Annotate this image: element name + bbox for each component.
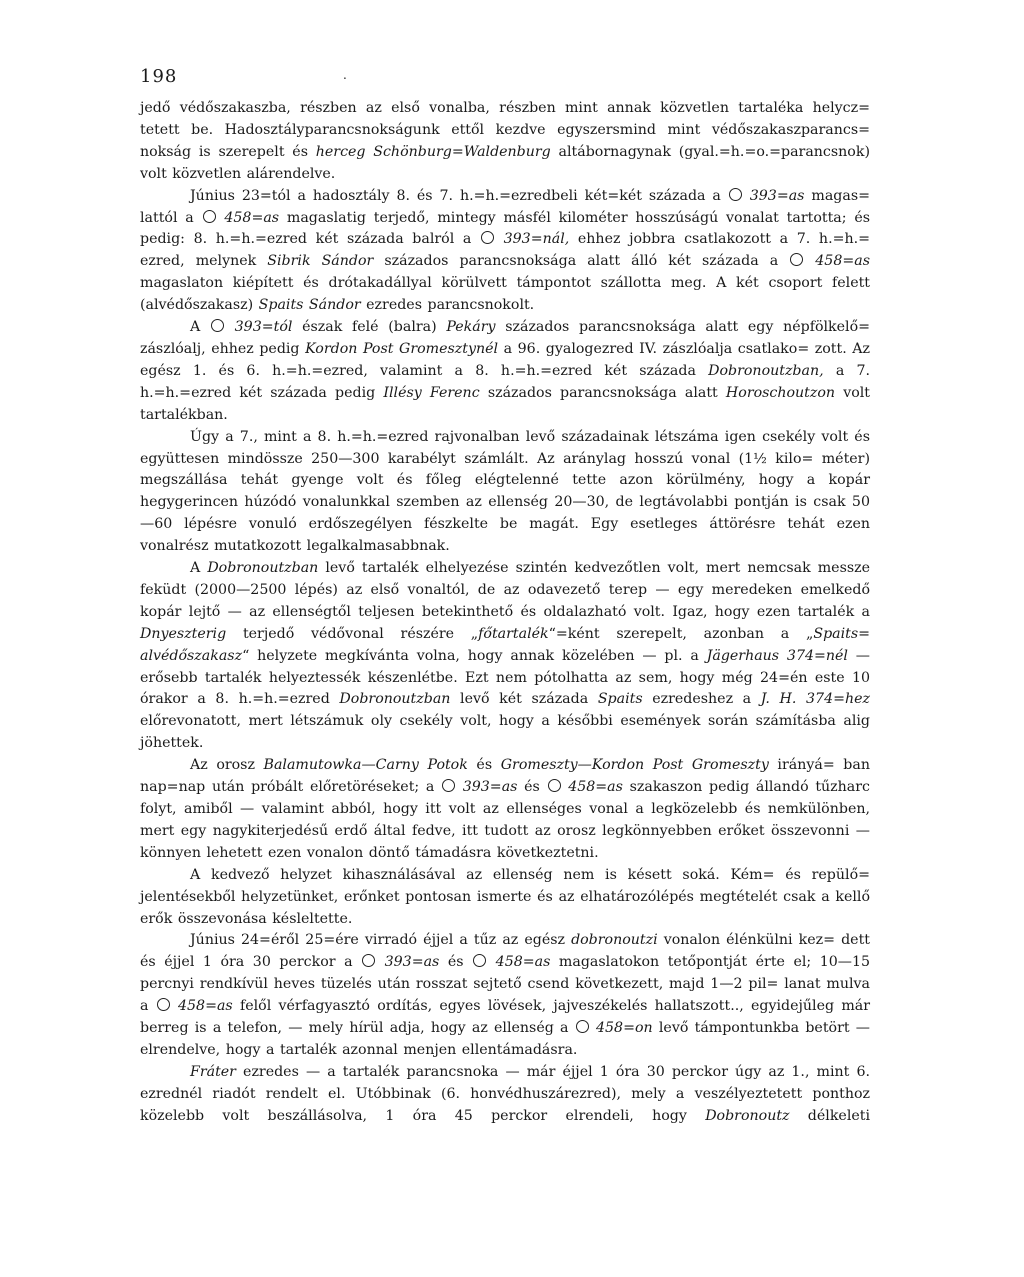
text-run: Úgy a 7., mint a 8. h.=h.=ezred rajvonalban levő századainak létszáma igen csekély volt és együttesen mindössze 250—300 karabélyt számlált. Az aránylag hosszú vonal (1½ kilo= méter) megszállása tehát gyenge volt és főleg elégtelenné tette azon körülmény, hogy a kopár hegygerincen húzódó vonalunkkal szemben az ellenség 20—30, de legtávolabbi pontján is csak 50—60 lépésre vonuló erdőszegélyen fészkelte be magát. Egy esetleges áttörésre tehát ezen vonalrész mutatkozott legalkalmasabbnak.: [140, 428, 870, 555]
text-run: szakaszon pedig állandó tűzharc folyt, amiből — valamint abból, hogy itt volt az ellenséges vonal a legközelebb és nemkülönben, mert egy nagykiterjedésű erdő által fedve, itt tudott az orosz legkönnyebben erőket összevonni — könnyen lehetett ezen vonalon döntő támadásra következtetni.: [140, 779, 870, 861]
italic-text: herceg Schönburg=Waldenburg: [315, 143, 551, 160]
paragraph: [140, 558, 870, 755]
text-run: százados parancsnoksága alatt: [479, 384, 726, 401]
text-run: “ helyzete megkívánta volna, hogy annak közelében — pl. a: [242, 647, 707, 664]
italic-text: 458=as: [487, 954, 551, 971]
text-run: és: [517, 779, 547, 796]
text-run: százados parancsnoksága alatt egy népfölkelő= zászlóalj, ehhez pedig: [140, 319, 871, 357]
italic-text: Spaits= alvédőszakasz: [140, 625, 871, 664]
italic-text: 458=as: [804, 253, 870, 270]
italic-text: Dobronoutzban,: [708, 362, 824, 379]
italic-text: 458=as: [561, 779, 623, 796]
text-run: volt tartalékban.: [140, 384, 870, 423]
italic-text: 458=on: [589, 1020, 653, 1037]
circle-symbol-icon: [576, 1020, 589, 1033]
paragraph: [140, 1062, 870, 1128]
text-run: terjedő védővonal részére „: [226, 625, 479, 642]
italic-text: Illésy Ferenc: [383, 384, 480, 401]
text-run: ezredes parancsnokolt.: [360, 297, 535, 314]
paragraph: [140, 186, 870, 317]
circle-symbol-icon: [548, 779, 561, 792]
circle-symbol-icon: [211, 319, 224, 332]
italic-text: Dobronoutzban: [339, 691, 451, 708]
paragraph: [140, 427, 870, 558]
circle-symbol-icon: [157, 998, 170, 1011]
italic-text: 458=as: [216, 209, 280, 226]
italic-text: Dobronoutzban: [207, 560, 319, 577]
italic-text: Horoschoutzon: [725, 384, 836, 401]
italic-text: 393=tól: [224, 319, 293, 336]
text-run: százados parancsnoksága alatt álló két százada a: [373, 253, 790, 270]
text-run: a 7. h.=h.=ezred két százada pedig: [140, 362, 871, 401]
text-run: és: [439, 954, 473, 971]
text-run: “=ként szerepelt, azonban a „: [548, 625, 814, 642]
circle-symbol-icon: [203, 210, 216, 223]
italic-text: Jägerhaus 374=nél: [706, 647, 848, 664]
paragraph: [140, 930, 870, 1061]
circle-symbol-icon: [481, 231, 494, 244]
text-run: magaslaton kiépített és drótakadállyal körülvett támpontot szállotta meg. A két csoport felett (alvédőszakasz): [140, 275, 870, 314]
text-run: magaslatig terjedő, mintegy másfél kilométer hosszúságú vonalat tartotta; és pedig: 8. h.=h.=ezred két százada balról a: [140, 209, 870, 248]
text-run: — erősebb tartalék helyeztessék készenlétbe. Ezt nem pótolhatta az sem, hogy még 24=én este 10 órakor a 8. h.=h.=ezred: [140, 647, 870, 708]
circle-symbol-icon: [473, 954, 486, 967]
italic-text: Sibrik Sándor: [267, 253, 374, 270]
italic-text: Spaits: [597, 691, 643, 708]
text-run: altábornagynak (gyal.=h.=o.=parancsnok) volt közvetlen alárendelve.: [140, 143, 870, 182]
circle-symbol-icon: [790, 253, 803, 266]
italic-text: Pekáry: [446, 319, 496, 336]
text-run: a 96. gyalogezred IV. zászlóalja csatlako= zott. Az egész 1. és 6. h.=h.=ezred, valamint a 8. h.=h.=ezred két százada: [140, 340, 870, 379]
text-run: ezredes — a tartalék parancsnoka — már éjjel 1 óra 30 perckor úgy az 1., mint 6. ezrednél riadót rendelt el. Utóbbinak (6. honvédhuszárezred), mely a veszélyeztetett ponthoz közelebb volt beszállásolva, 1 óra 45 perckor elrendeli, hogy: [140, 1063, 870, 1124]
circle-symbol-icon: [362, 954, 375, 967]
text-run: és: [467, 757, 501, 774]
text-run: irányá= ban nap=nap után próbált előretöréseket; a: [140, 757, 870, 796]
italic-text: Fráter: [190, 1063, 236, 1080]
text-run: levő tartalék elhelyezése szintén kedvezőtlen volt, mert nemcsak messze feküdt (2000—2500 lépés) az első vonaltól, de az odavezető terep — egy meredeken emelkedő kopár lejtő — az ellenségtől teljesen betekinthető és oldalazható volt. Igaz, hogy ezen tartalék a: [140, 560, 870, 620]
text-run: levő támpontunkba betört — elrendelve, hogy a tartalék azonnal menjen ellentámadásra.: [140, 1020, 870, 1058]
paragraph: [140, 865, 870, 931]
italic-text: Balamutowka—Carny Potok: [263, 757, 468, 774]
italic-text: Dnyeszterig: [140, 625, 227, 642]
text-run: ezredeshez a: [642, 691, 761, 708]
text-run: levő két százada: [450, 691, 598, 708]
italic-text: 393=as: [376, 954, 440, 971]
italic-text: Dobronoutz: [705, 1107, 790, 1124]
paragraph: [140, 98, 870, 186]
italic-text: J. H. 374=hez: [760, 691, 870, 708]
italic-text: 393=as: [456, 779, 518, 796]
italic-text: Gromeszty—Kordon Post Gromeszty: [500, 757, 769, 774]
paragraph: [140, 755, 870, 865]
text-run: A kedvező helyzet kihasználásával az ellenség nem is késett soká. Kém= és repülő= jelentésekből helyzetünket, erőnket pontosan ismerte és az elhatározólépés megtételét csak a kellő erők összevonása késleltette.: [140, 866, 870, 927]
text-run: magaslatokon tetőpontját érte el; 10—15 percnyi rendkívül heves tüzelés után rosszat sejtető csend következett, majd 1—2 pil= lanat mulva a: [140, 954, 871, 1015]
text-run: A: [190, 560, 208, 577]
text-run: jedő védőszakaszba, részben az első vonalba, részben mint annak közvetlen tartaléka helycz= tetett be. Hadosztályparancsnokságunk ettől kezdve egyszersmind mint védőszakaszparancs= nokság is szerepelt és: [140, 100, 870, 160]
text-run: észak felé (balra): [292, 319, 447, 336]
text-run: Június 23=tól a hadosztály 8. és 7. h.=h.=ezredbeli két=két százada a: [190, 187, 728, 204]
text-run: magas= lattól a: [140, 187, 870, 226]
italic-text: Kordon Post Gromesztynél: [305, 340, 499, 357]
page-number: 198: [140, 66, 178, 87]
text-run: előrevonatott, mert létszámuk oly csekély volt, hogy a későbbi események során számításba alig jöhettek.: [140, 713, 870, 752]
italic-text: főtartalék: [478, 625, 549, 642]
italic-text: Spaits Sándor: [258, 297, 361, 314]
italic-text: 393=as: [742, 187, 805, 204]
circle-symbol-icon: [729, 188, 742, 201]
text-run: Június 24=éről 25=ére virradó éjjel a tűz az egész: [190, 932, 572, 949]
body-text: [140, 98, 870, 1128]
text-run: Az orosz: [190, 757, 264, 774]
text-run: A: [190, 319, 210, 336]
circle-symbol-icon: [442, 779, 455, 792]
italic-text: 458=as: [170, 998, 233, 1015]
text-run: délkeleti: [789, 1107, 870, 1124]
text-run: ehhez jobbra csatlakozott a 7. h.=h.= ezred, melynek: [140, 231, 871, 270]
text-run: felől vérfagyasztó ordítás, egyes lövések, jajveszékelés hallatszott.., egyidejűleg már berreg is a telefon, — mely hírül adja, hogy az ellenség a: [140, 998, 871, 1037]
italic-text: 393=nál,: [494, 231, 570, 248]
text-run: vonalon élénkülni kez= dett és éjjel 1 óra 30 perckor a: [140, 932, 870, 971]
paragraph: [140, 317, 870, 427]
stray-mark: .: [343, 68, 347, 82]
italic-text: dobronoutzi: [571, 932, 658, 949]
